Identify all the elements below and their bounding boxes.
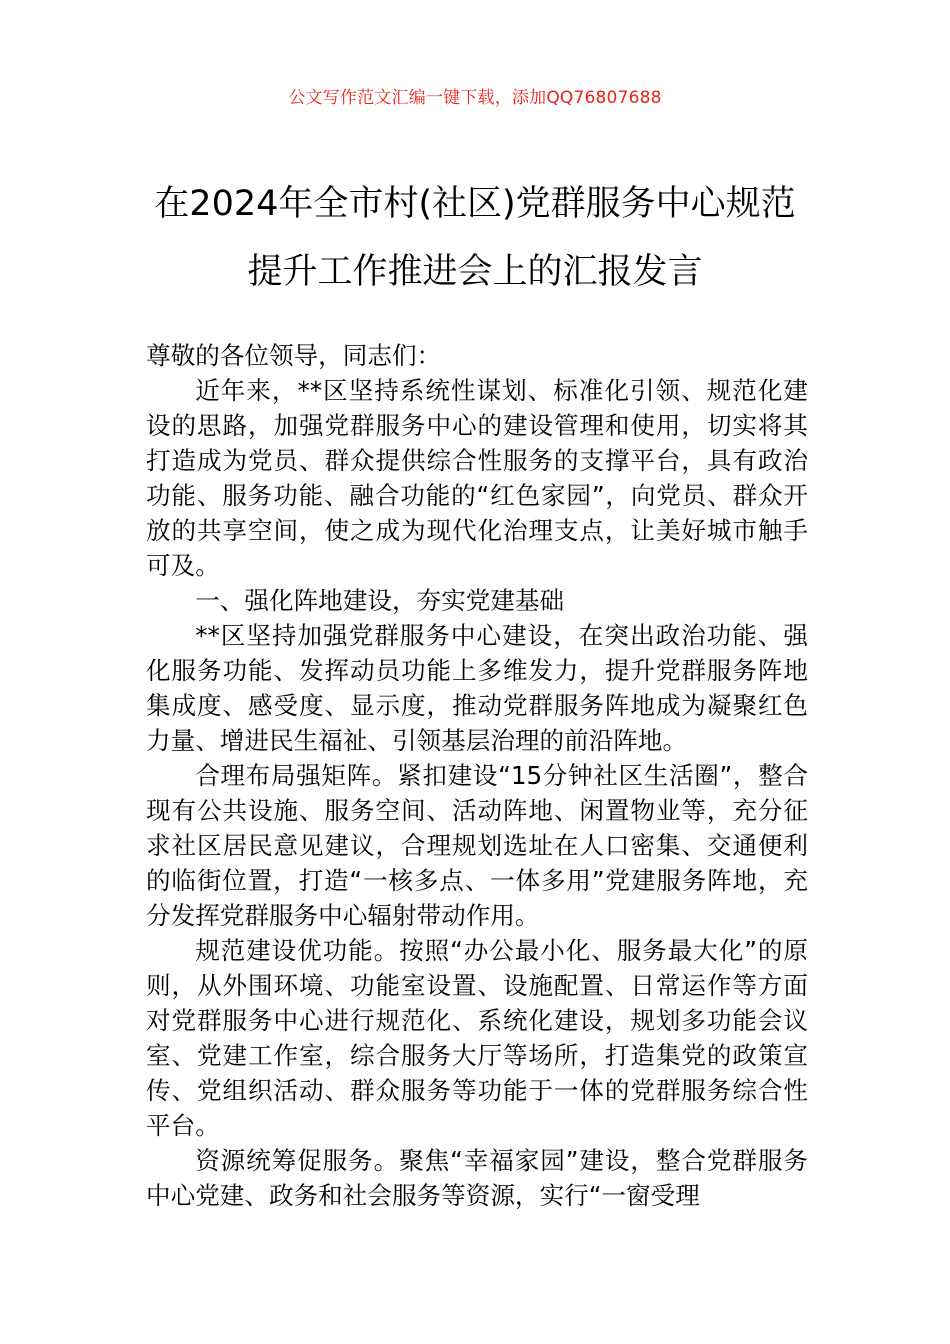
- paragraph-section-1: **区坚持加强党群服务中心建设，在突出政治功能、强化服务功能、发挥动员功能上多维发力，提升党群服务阵地集成度、感受度、显示度，推动党群服务阵地成为凝聚红色力量、增进民生福祉、引领基层治理的前沿阵地。: [146, 621, 808, 755]
- paragraph-standards: 规范建设优功能。按照“办公最小化、服务最大化”的原则，从外围环境、功能室设置、设施配置、日常运作等方面对党群服务中心进行规范化、系统化建设，规划多功能会议室、党建工作室，综合服务大厅等场所，打造集党的政策宣传、党组织活动、群众服务等功能于一体的党群服务综合性平台。: [146, 936, 808, 1140]
- section-heading-1: 一、强化阵地建设，夯实党建基础: [195, 586, 565, 615]
- document-title-line-1: 在2024年全市村(社区)党群服务中心规范: [154, 184, 796, 224]
- document-title-line-2: 提升工作推进会上的汇报发言: [247, 252, 703, 292]
- paragraph-intro: 近年来，**区坚持系统性谋划、标准化引领、规范化建设的思路，加强党群服务中心的建设管理和使用，切实将其打造成为党员、群众提供综合性服务的支撑平台，具有政治功能、服务功能、融合功能的“红色家园”，向党员、群众开放的共享空间，使之成为现代化治理支点，让美好城市触手可及。: [146, 376, 808, 580]
- download-notice: 公文写作范文汇编一键下载，添加QQ76807688: [288, 88, 662, 108]
- salutation: 尊敬的各位领导，同志们：: [146, 341, 442, 370]
- document-body: [146, 338, 808, 1213]
- paragraph-resources: 资源统筹促服务。聚焦“幸福家园”建设，整合党群服务中心党建、政务和社会服务等资源，实行“一窗受理: [146, 1146, 808, 1210]
- paragraph-layout: 合理布局强矩阵。紧扣建设“15分钟社区生活圈”，整合现有公共设施、服务空间、活动阵地、闲置物业等，充分征求社区居民意见建议，合理规划选址在人口密集、交通便利的临街位置，打造“一核多点、一体多用”党建服务阵地，充分发挥党群服务中心辐射带动作用。: [146, 761, 808, 930]
